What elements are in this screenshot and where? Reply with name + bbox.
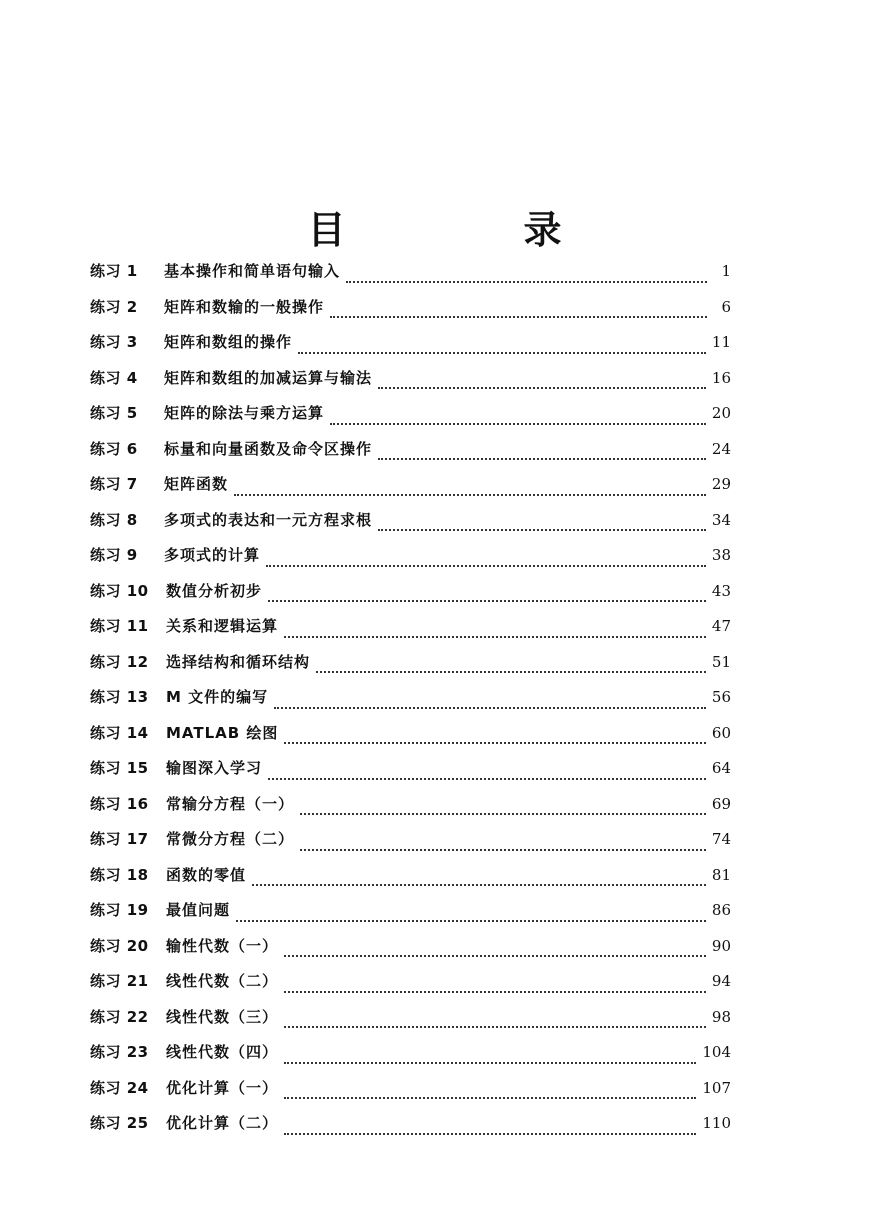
dot-leader — [236, 920, 706, 922]
toc-entry[interactable] — [90, 438, 731, 474]
toc-entry-title: 线性代数（四） — [166, 1043, 279, 1061]
toc-entry-number: 练习 15 — [90, 759, 149, 777]
dot-leader — [298, 352, 706, 354]
dot-leader — [330, 316, 707, 318]
toc-entry-title: M 文件的编写 — [166, 688, 269, 706]
toc-entry-page: 110 — [702, 1114, 731, 1132]
toc-entry-page: 90 — [711, 936, 731, 955]
toc-entry-title: 常微分方程（二） — [166, 830, 295, 848]
toc-entry-title: 常输分方程（一） — [166, 794, 295, 813]
dot-leader — [300, 813, 706, 815]
toc-entry-page: 16 — [711, 368, 731, 387]
dot-leader — [284, 1062, 696, 1064]
toc-entry-title: 优化计算（二） — [166, 1114, 279, 1132]
toc-entry-page: 86 — [711, 901, 731, 919]
toc-entry[interactable] — [90, 970, 731, 1006]
toc-entry[interactable] — [90, 1006, 731, 1042]
dot-leader — [266, 565, 706, 567]
toc-entry[interactable] — [90, 296, 731, 332]
toc-entry[interactable] — [90, 509, 731, 545]
toc-entry-title: 输性代数（一） — [166, 936, 279, 955]
dot-leader — [234, 494, 706, 496]
toc-entry-title: 标量和向量函数及命令区操作 — [164, 439, 373, 458]
toc-entry-title: 输图深入学习 — [166, 759, 263, 777]
dot-leader — [284, 955, 706, 957]
dot-leader — [330, 423, 706, 425]
toc-entry-number: 练习 2 — [90, 297, 138, 316]
toc-entry-page: 104 — [702, 1043, 731, 1061]
toc-entry[interactable] — [90, 1077, 731, 1113]
toc-entry[interactable] — [90, 544, 731, 580]
toc-entry[interactable] — [90, 828, 731, 864]
toc-entry[interactable] — [90, 1112, 731, 1148]
dot-leader — [274, 707, 706, 709]
toc-entry-page: 81 — [711, 865, 731, 884]
toc-entry-page: 20 — [711, 404, 731, 422]
toc-entry-number: 练习 4 — [90, 368, 138, 387]
toc-entry-title: 矩阵和数组的加减运算与输法 — [164, 368, 373, 387]
dot-leader — [300, 849, 706, 851]
toc-entry[interactable] — [90, 1041, 731, 1077]
toc-entry-number: 练习 14 — [90, 723, 149, 742]
toc-entry-title: 矩阵函数 — [164, 475, 229, 493]
toc-entry-number: 练习 10 — [90, 581, 149, 600]
toc-entry[interactable] — [90, 580, 731, 616]
dot-leader — [268, 600, 706, 602]
toc-entry-number: 练习 18 — [90, 865, 149, 884]
toc-entry-page: 6 — [721, 297, 731, 316]
toc-entry-number: 练习 25 — [90, 1114, 149, 1132]
toc-entry-number: 练习 9 — [90, 546, 138, 564]
toc-entry-number: 练习 5 — [90, 404, 138, 422]
dot-leader — [252, 884, 706, 886]
dot-leader — [346, 281, 707, 283]
toc-entry-title: 函数的零值 — [166, 865, 247, 884]
toc-entry[interactable] — [90, 757, 731, 793]
toc-entry[interactable] — [90, 367, 731, 403]
toc-entry[interactable] — [90, 793, 731, 829]
toc-entry-page: 56 — [711, 688, 731, 706]
toc-entry-title: 线性代数（三） — [166, 1007, 279, 1026]
toc-entry-number: 练习 11 — [90, 617, 149, 635]
toc-entry-number: 练习 17 — [90, 830, 149, 848]
toc-entry-page: 69 — [711, 794, 731, 813]
toc-entry-number: 练习 12 — [90, 652, 149, 671]
toc-entry-page: 24 — [711, 439, 731, 458]
toc-entry[interactable] — [90, 899, 731, 935]
toc-entry-title: MATLAB 绘图 — [166, 723, 279, 742]
toc-entry[interactable] — [90, 722, 731, 758]
toc-entry-title: 最值问题 — [166, 901, 231, 919]
dot-leader — [284, 1097, 696, 1099]
dot-leader — [284, 1133, 696, 1135]
toc-entry-number: 练习 23 — [90, 1043, 149, 1061]
toc-entry-title: 多项式的计算 — [164, 546, 261, 564]
toc-entry[interactable] — [90, 473, 731, 509]
toc-entry[interactable] — [90, 260, 731, 296]
toc-entry-number: 练习 13 — [90, 688, 149, 706]
toc-entry-page: 107 — [702, 1078, 731, 1097]
dot-leader — [284, 1026, 706, 1028]
toc-entry-page: 43 — [711, 581, 731, 600]
toc-entry-title: 矩阵和数组的操作 — [164, 333, 293, 351]
toc-entry-title: 数值分析初步 — [166, 581, 263, 600]
toc-entry-number: 练习 24 — [90, 1078, 149, 1097]
dot-leader — [284, 636, 706, 638]
toc-entry-page: 47 — [711, 617, 731, 635]
toc-entry-number: 练习 7 — [90, 475, 138, 493]
dot-leader — [284, 991, 706, 993]
page-title: 目 录 — [307, 208, 632, 253]
toc-entry-number: 练习 21 — [90, 972, 149, 990]
toc-entry-number: 练习 20 — [90, 936, 149, 955]
dot-leader — [378, 529, 706, 531]
toc-entry-page: 60 — [711, 723, 731, 742]
toc-entry-title: 线性代数（二） — [166, 972, 279, 990]
toc-entry-page: 38 — [711, 546, 731, 564]
toc-entry-page: 1 — [721, 262, 731, 280]
toc-entry-title: 优化计算（一） — [166, 1078, 279, 1097]
toc-entry[interactable] — [90, 864, 731, 900]
toc-entry-title: 多项式的表达和一元方程求根 — [164, 510, 373, 529]
dot-leader — [378, 458, 706, 460]
toc-entry-page: 51 — [711, 652, 731, 671]
table-of-contents — [90, 260, 731, 1148]
toc-entry-number: 练习 16 — [90, 794, 149, 813]
toc-entry[interactable] — [90, 935, 731, 971]
toc-entry-page: 98 — [711, 1007, 731, 1026]
toc-entry-page: 74 — [711, 830, 731, 848]
toc-entry[interactable] — [90, 686, 731, 722]
toc-entry-title: 矩阵和数输的一般操作 — [164, 297, 325, 316]
dot-leader — [284, 742, 705, 744]
toc-entry-page: 11 — [711, 333, 731, 351]
toc-entry-title: 矩阵的除法与乘方运算 — [164, 404, 325, 422]
toc-entry-page: 64 — [711, 759, 731, 777]
toc-entry-number: 练习 19 — [90, 901, 149, 919]
toc-entry-page: 29 — [711, 475, 731, 493]
toc-entry-number: 练习 6 — [90, 439, 138, 458]
toc-entry-number: 练习 1 — [90, 262, 138, 280]
toc-entry-title: 选择结构和循环结构 — [166, 652, 311, 671]
toc-entry-number: 练习 22 — [90, 1007, 149, 1026]
toc-entry-page: 94 — [711, 972, 731, 990]
toc-entry-title: 关系和逻辑运算 — [166, 617, 279, 635]
dot-leader — [316, 671, 706, 673]
toc-entry-page: 34 — [711, 510, 731, 529]
toc-entry-number: 练习 8 — [90, 510, 138, 529]
toc-entry[interactable] — [90, 615, 731, 651]
toc-entry[interactable] — [90, 651, 731, 687]
dot-leader — [268, 778, 706, 780]
toc-entry-number: 练习 3 — [90, 333, 138, 351]
toc-entry-title: 基本操作和简单语句输入 — [164, 262, 341, 280]
toc-entry[interactable] — [90, 331, 731, 367]
toc-entry[interactable] — [90, 402, 731, 438]
dot-leader — [378, 387, 706, 389]
